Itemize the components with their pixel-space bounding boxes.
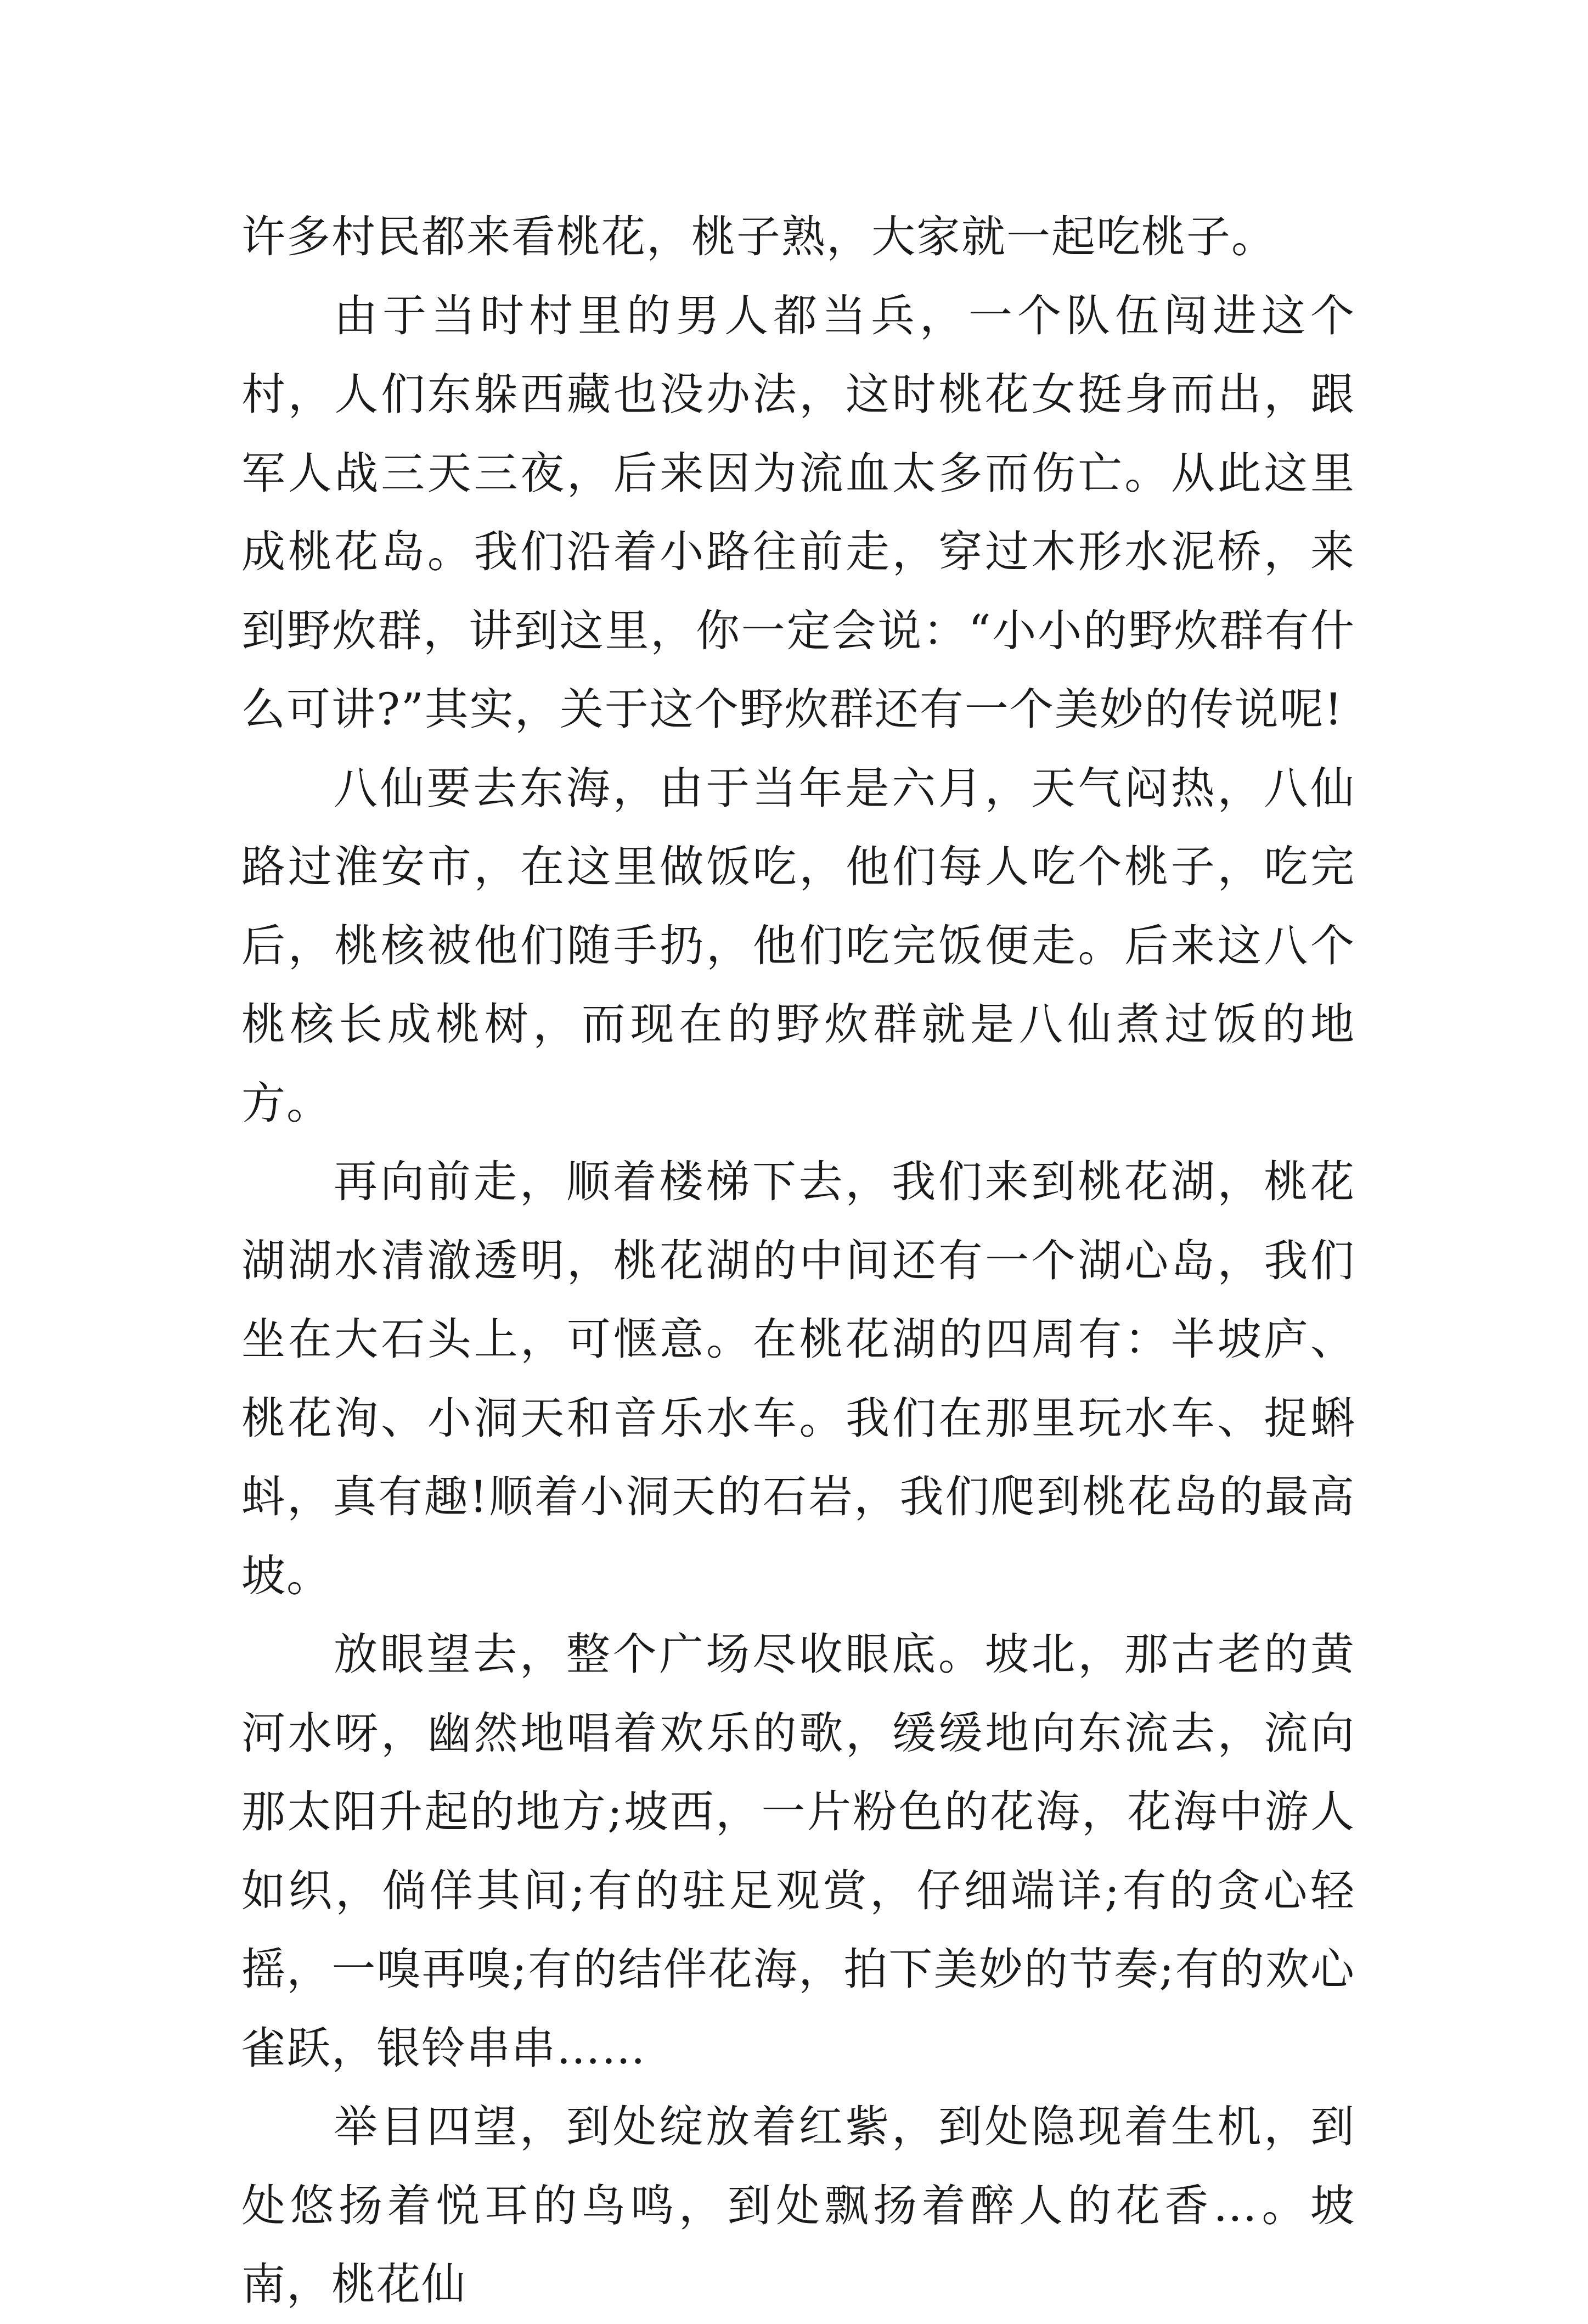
paragraph-6: 举目四望，到处绽放着红紫，到处隐现着生机，到处悠扬着悦耳的鸟鸣，到处飘扬着醉人的花香…。坡南，桃花仙 <box>241 2101 1355 2310</box>
paragraph-3: 八仙要去东海，由于当年是六月，天气闷热，八仙路过淮安市，在这里做饭吃，他们每人吃个桃子，吃完后，桃核被他们随手扔，他们吃完饭便走。后来这八个桃核长成桃树，而现在的野炊群就是八仙煮过饭的地方。 <box>241 762 1355 1129</box>
document-body <box>241 198 1355 2324</box>
paragraph-4: 再向前走，顺着楼梯下去，我们来到桃花湖，桃花湖湖水清澈透明，桃花湖的中间还有一个湖心岛，我们坐在大石头上，可惬意。在桃花湖的四周有：半坡庐、桃花洵、小洞天和音乐水车。我们在那里玩水车、捉蝌蚪，真有趣!顺着小洞天的石岩，我们爬到桃花岛的最高坡。 <box>241 1156 1355 1601</box>
paragraph-2: 由于当时村里的男人都当兵，一个队伍闯进这个村，人们东躲西藏也没办法，这时桃花女挺身而出，跟军人战三天三夜，后来因为流血太多而伤亡。从此这里成桃花岛。我们沿着小路往前走，穿过木形水泥桥，来到野炊群，讲到这里，你一定会说：“小小的野炊群有什么可讲?”其实，关于这个野炊群还有一个美妙的传说呢! <box>241 290 1355 735</box>
paragraph-5: 放眼望去，整个广场尽收眼底。坡北，那古老的黄河水呀，幽然地唱着欢乐的歌，缓缓地向东流去，流向那太阳升起的地方;坡西，一片粉色的花海，花海中游人如织，倘佯其间;有的驻足观赏，仔细端详;有的贪心轻摇，一嗅再嗅;有的结伴花海，拍下美妙的节奏;有的欢心雀跃，银铃串串…… <box>241 1629 1355 2074</box>
paragraph-1: 许多村民都来看桃花，桃子熟，大家就一起吃桃子。 <box>241 211 1276 262</box>
